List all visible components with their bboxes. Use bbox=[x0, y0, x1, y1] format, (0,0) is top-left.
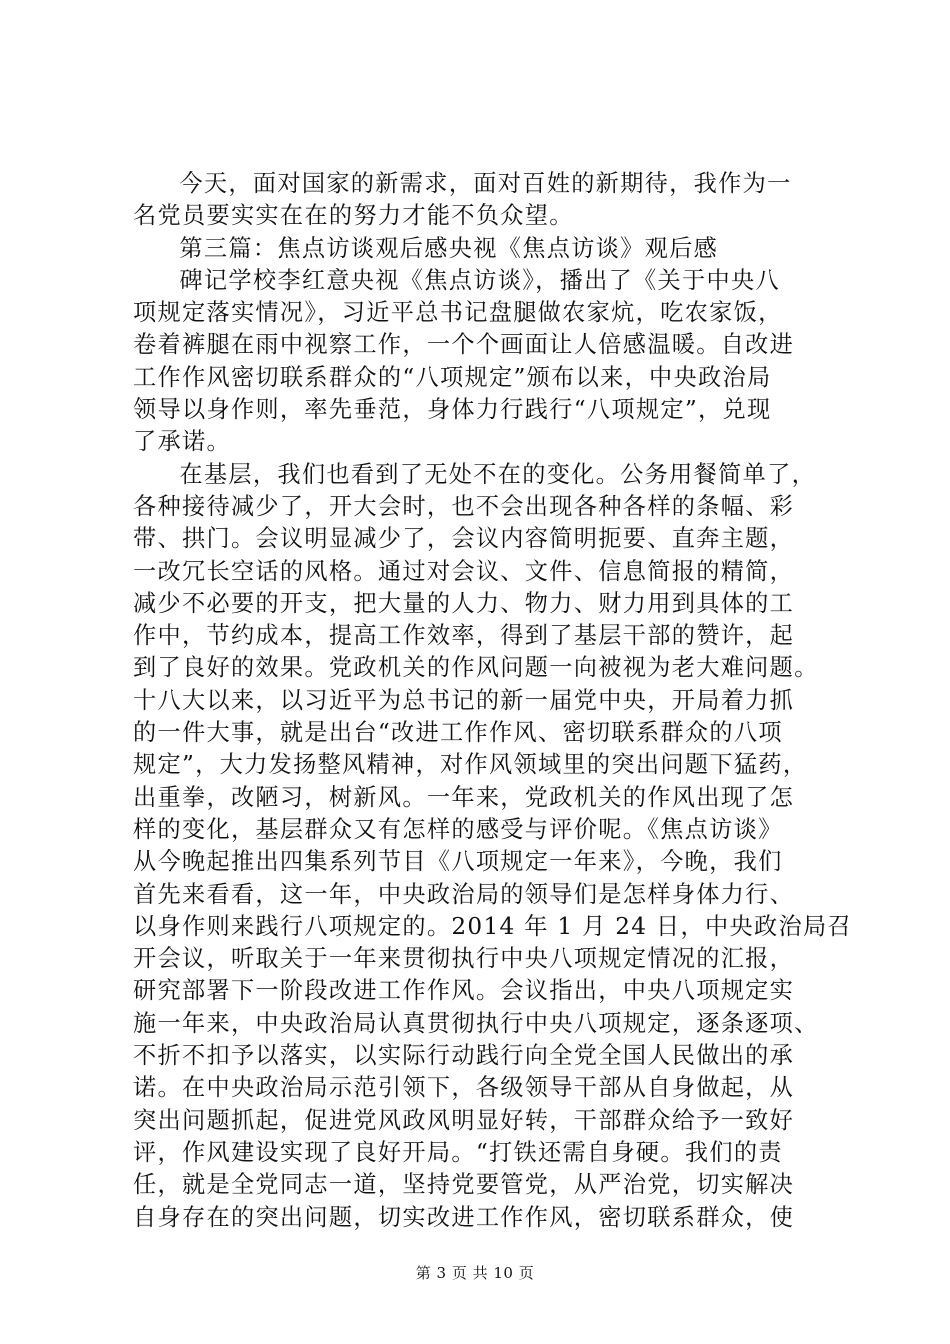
text-line: 名党员要实实在在的努力才能不负众望。 bbox=[133, 202, 574, 230]
page-footer bbox=[0, 1262, 950, 1283]
text-line: 碑记学校李红意央视《焦点访谈》，播出了《关于中央八 bbox=[179, 266, 780, 294]
text-line: 施一年来，中央政治局认真贯彻执行中央八项规定，逐条逐项、 bbox=[133, 1009, 819, 1037]
text-line: 诺。在中央政治局示范引领下，各级领导干部从自身做起，从 bbox=[133, 1074, 795, 1102]
text-line: 各种接待减少了，开大会时，也不会出现各种各样的条幅、彩 bbox=[133, 492, 795, 520]
text-line: 首先来看看，这一年，中央政治局的领导们是怎样身体力行、 bbox=[133, 880, 795, 908]
text-line: 从今晚起推出四集系列节目《八项规定一年来》，今晚，我们 bbox=[133, 848, 783, 876]
text-line: 今天，面对国家的新需求，面对百姓的新期待，我作为一 bbox=[179, 170, 792, 197]
text-line: 卷着裤腿在雨中视察工作，一个个画面让人倍感温暖。自改进 bbox=[133, 331, 795, 359]
text-line: 一改冗长空话的风格。通过对会议、文件、信息简报的精简， bbox=[133, 557, 795, 585]
text-line: 的一件大事，就是出台“改进工作作风、密切联系群众的八项 bbox=[133, 719, 783, 747]
text-line: 规定”，大力发扬整风精神，对作风领域里的突出问题下猛药， bbox=[133, 751, 808, 779]
text-line: 任，就是全党同志一道，坚持党要管党，从严治党，切实解决 bbox=[133, 1171, 795, 1199]
text-line: 自身存在的突出问题，切实改进工作作风，密切联系群众，使 bbox=[133, 1203, 795, 1231]
document-body bbox=[133, 168, 852, 1234]
text-line: 作中，节约成本，提高工作效率，得到了基层干部的赞许，起 bbox=[133, 622, 795, 650]
text-line: 开会议，听取关于一年来贯彻执行中央八项规定情况的汇报， bbox=[133, 945, 795, 973]
text-line: 到了良好的效果。党政机关的作风问题一向被视为老大难问题。 bbox=[133, 654, 819, 682]
text-line: 出重拳，改陋习，树新风。一年来，党政机关的作风出现了怎 bbox=[133, 783, 795, 811]
text-line: 十八大以来，以习近平为总书记的新一届党中央，开局着力抓 bbox=[133, 686, 795, 714]
text-line: 减少不必要的开支，把大量的人力、物力、财力用到具体的工 bbox=[133, 589, 795, 617]
text-line: 突出问题抓起，促进党风政风明显好转，干部群众给予一致好 bbox=[133, 1106, 795, 1134]
text-line: 领导以身作则，率先垂范，身体力行践行“八项规定”，兑现 bbox=[133, 396, 772, 424]
text-line: 评，作风建设实现了良好开局。“打铁还需自身硬。我们的责 bbox=[133, 1138, 783, 1166]
text-line: 以身作则来践行八项规定的。2014 年 1 月 24 日，中央政治局召 bbox=[133, 912, 852, 940]
text-line: 样的变化，基层群众又有怎样的感受与评价呢。《焦点访谈》 bbox=[133, 815, 783, 843]
text-line: 带、拱门。会议明显减少了，会议内容简明扼要、直奔主题， bbox=[133, 525, 795, 553]
text-line: 不折不扣予以落实，以实际行动践行向全党全国人民做出的承 bbox=[133, 1042, 795, 1070]
text-line: 研究部署下一阶段改进工作作风。会议指出，中央八项规定实 bbox=[133, 977, 795, 1005]
text-line: 在基层，我们也看到了无处不在的变化。公务用餐简单了， bbox=[179, 460, 817, 488]
section-heading: 第三篇：焦点访谈观后感央视《焦点访谈》观后感 bbox=[179, 234, 719, 262]
page-number-label: 第 3 页 共 10 页 bbox=[415, 1264, 535, 1282]
text-line: 工作作风密切联系群众的“八项规定”颁布以来，中央政治局 bbox=[133, 363, 772, 391]
text-line: 项规定落实情况》，习近平总书记盘腿做农家炕，吃农家饭， bbox=[133, 299, 783, 327]
text-line: 了承诺。 bbox=[133, 428, 231, 456]
